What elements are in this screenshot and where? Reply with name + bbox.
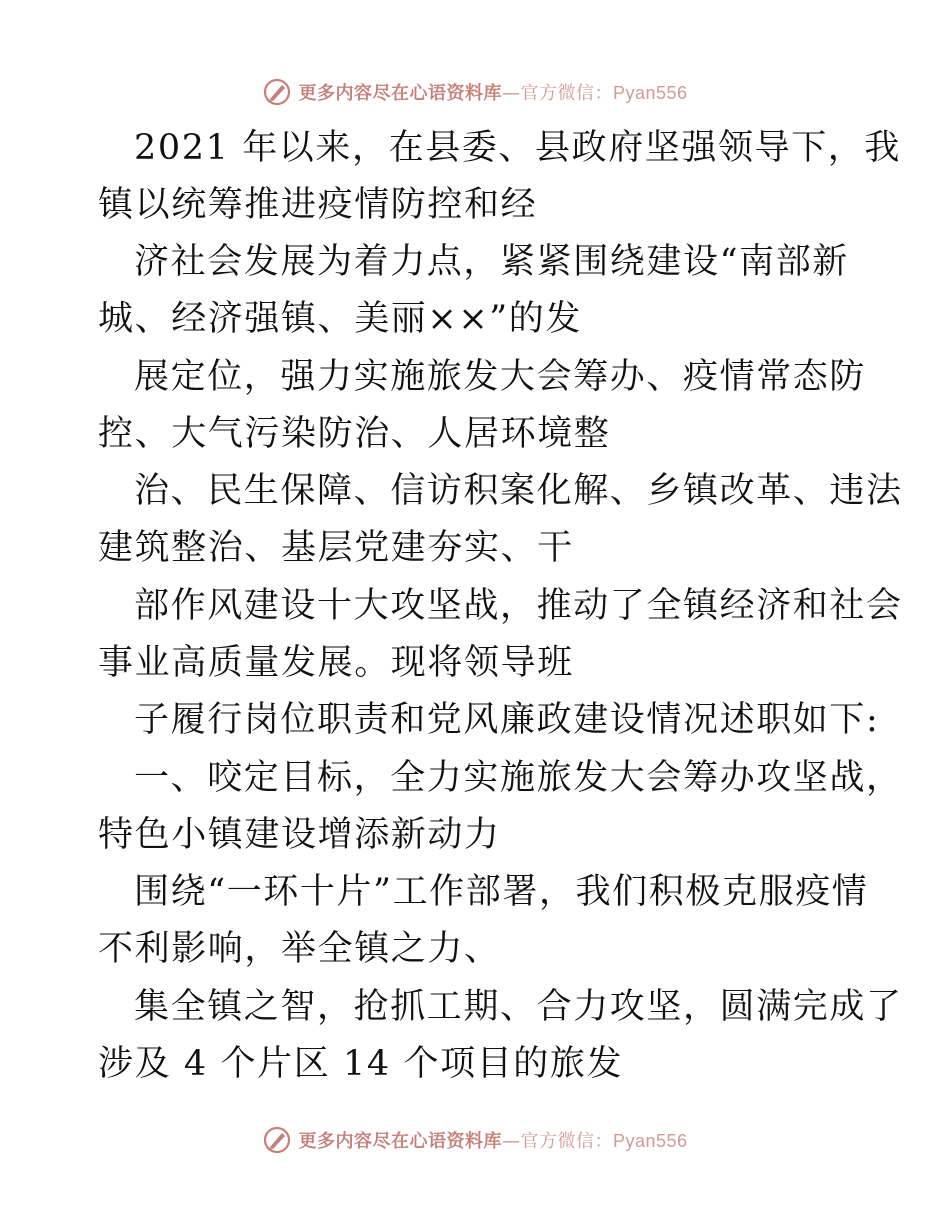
paragraph-line: 济社会发展为着力点，紧紧围绕建设“南部新 xyxy=(134,242,849,282)
watermark-wechat-id: Pyan556 xyxy=(612,83,688,103)
watermark-main: 更多内容尽在心语资料库 xyxy=(298,83,502,104)
section-heading: 一、咬定目标，全力实施旅发大会筹办攻坚战， xyxy=(134,758,903,798)
paragraph-line: 围绕“一环十片”工作部署，我们积极克服疫情 xyxy=(134,872,869,912)
paragraph-line: 展定位，强力实施旅发大会筹办、疫情常态防 xyxy=(134,357,867,397)
watermark-wechat-label: 官方微信： xyxy=(520,83,613,104)
section-heading: 特色小镇建设增添新动力 xyxy=(98,815,501,855)
watermark-wechat-label: 官方微信： xyxy=(520,1131,613,1152)
paragraph-line: 城、经济强镇、美丽××”的发 xyxy=(98,299,582,339)
watermark-footer xyxy=(0,1120,950,1160)
paragraph-line: 不利影响，举全镇之力、 xyxy=(98,929,501,969)
watermark-dash: — xyxy=(501,83,521,104)
paragraph-line: 子履行岗位职责和党风廉政建设情况述职如下: xyxy=(134,700,880,740)
watermark-dash: — xyxy=(501,1131,521,1152)
watermark-text xyxy=(298,1127,687,1153)
paragraph-line: 控、大气污染防治、人居环境整 xyxy=(98,414,611,454)
paragraph-line: 涉及 4 个片区 14 个项目的旅发 xyxy=(98,1044,624,1084)
pen-logo-icon xyxy=(262,1125,292,1155)
watermark-wechat-id: Pyan556 xyxy=(612,1131,688,1151)
paragraph-line: 集全镇之智，抢抓工期、合力攻坚，圆满完成了 xyxy=(134,987,903,1027)
paragraph-line: 部作风建设十大攻坚战，推动了全镇经济和社会 xyxy=(134,586,903,626)
paragraph-line: 事业高质量发展。现将领导班 xyxy=(98,643,574,683)
paragraph-line: 镇以统筹推进疫情防控和经 xyxy=(98,185,538,225)
watermark-main: 更多内容尽在心语资料库 xyxy=(298,1131,502,1152)
paragraph-line: 治、民生保障、信访积案化解、乡镇改革、违法 xyxy=(134,471,903,511)
paragraph-line: 2021 年以来，在县委、县政府坚强领导下，我 xyxy=(134,128,901,168)
paragraph-line: 建筑整治、基层党建夯实、干 xyxy=(98,528,574,568)
